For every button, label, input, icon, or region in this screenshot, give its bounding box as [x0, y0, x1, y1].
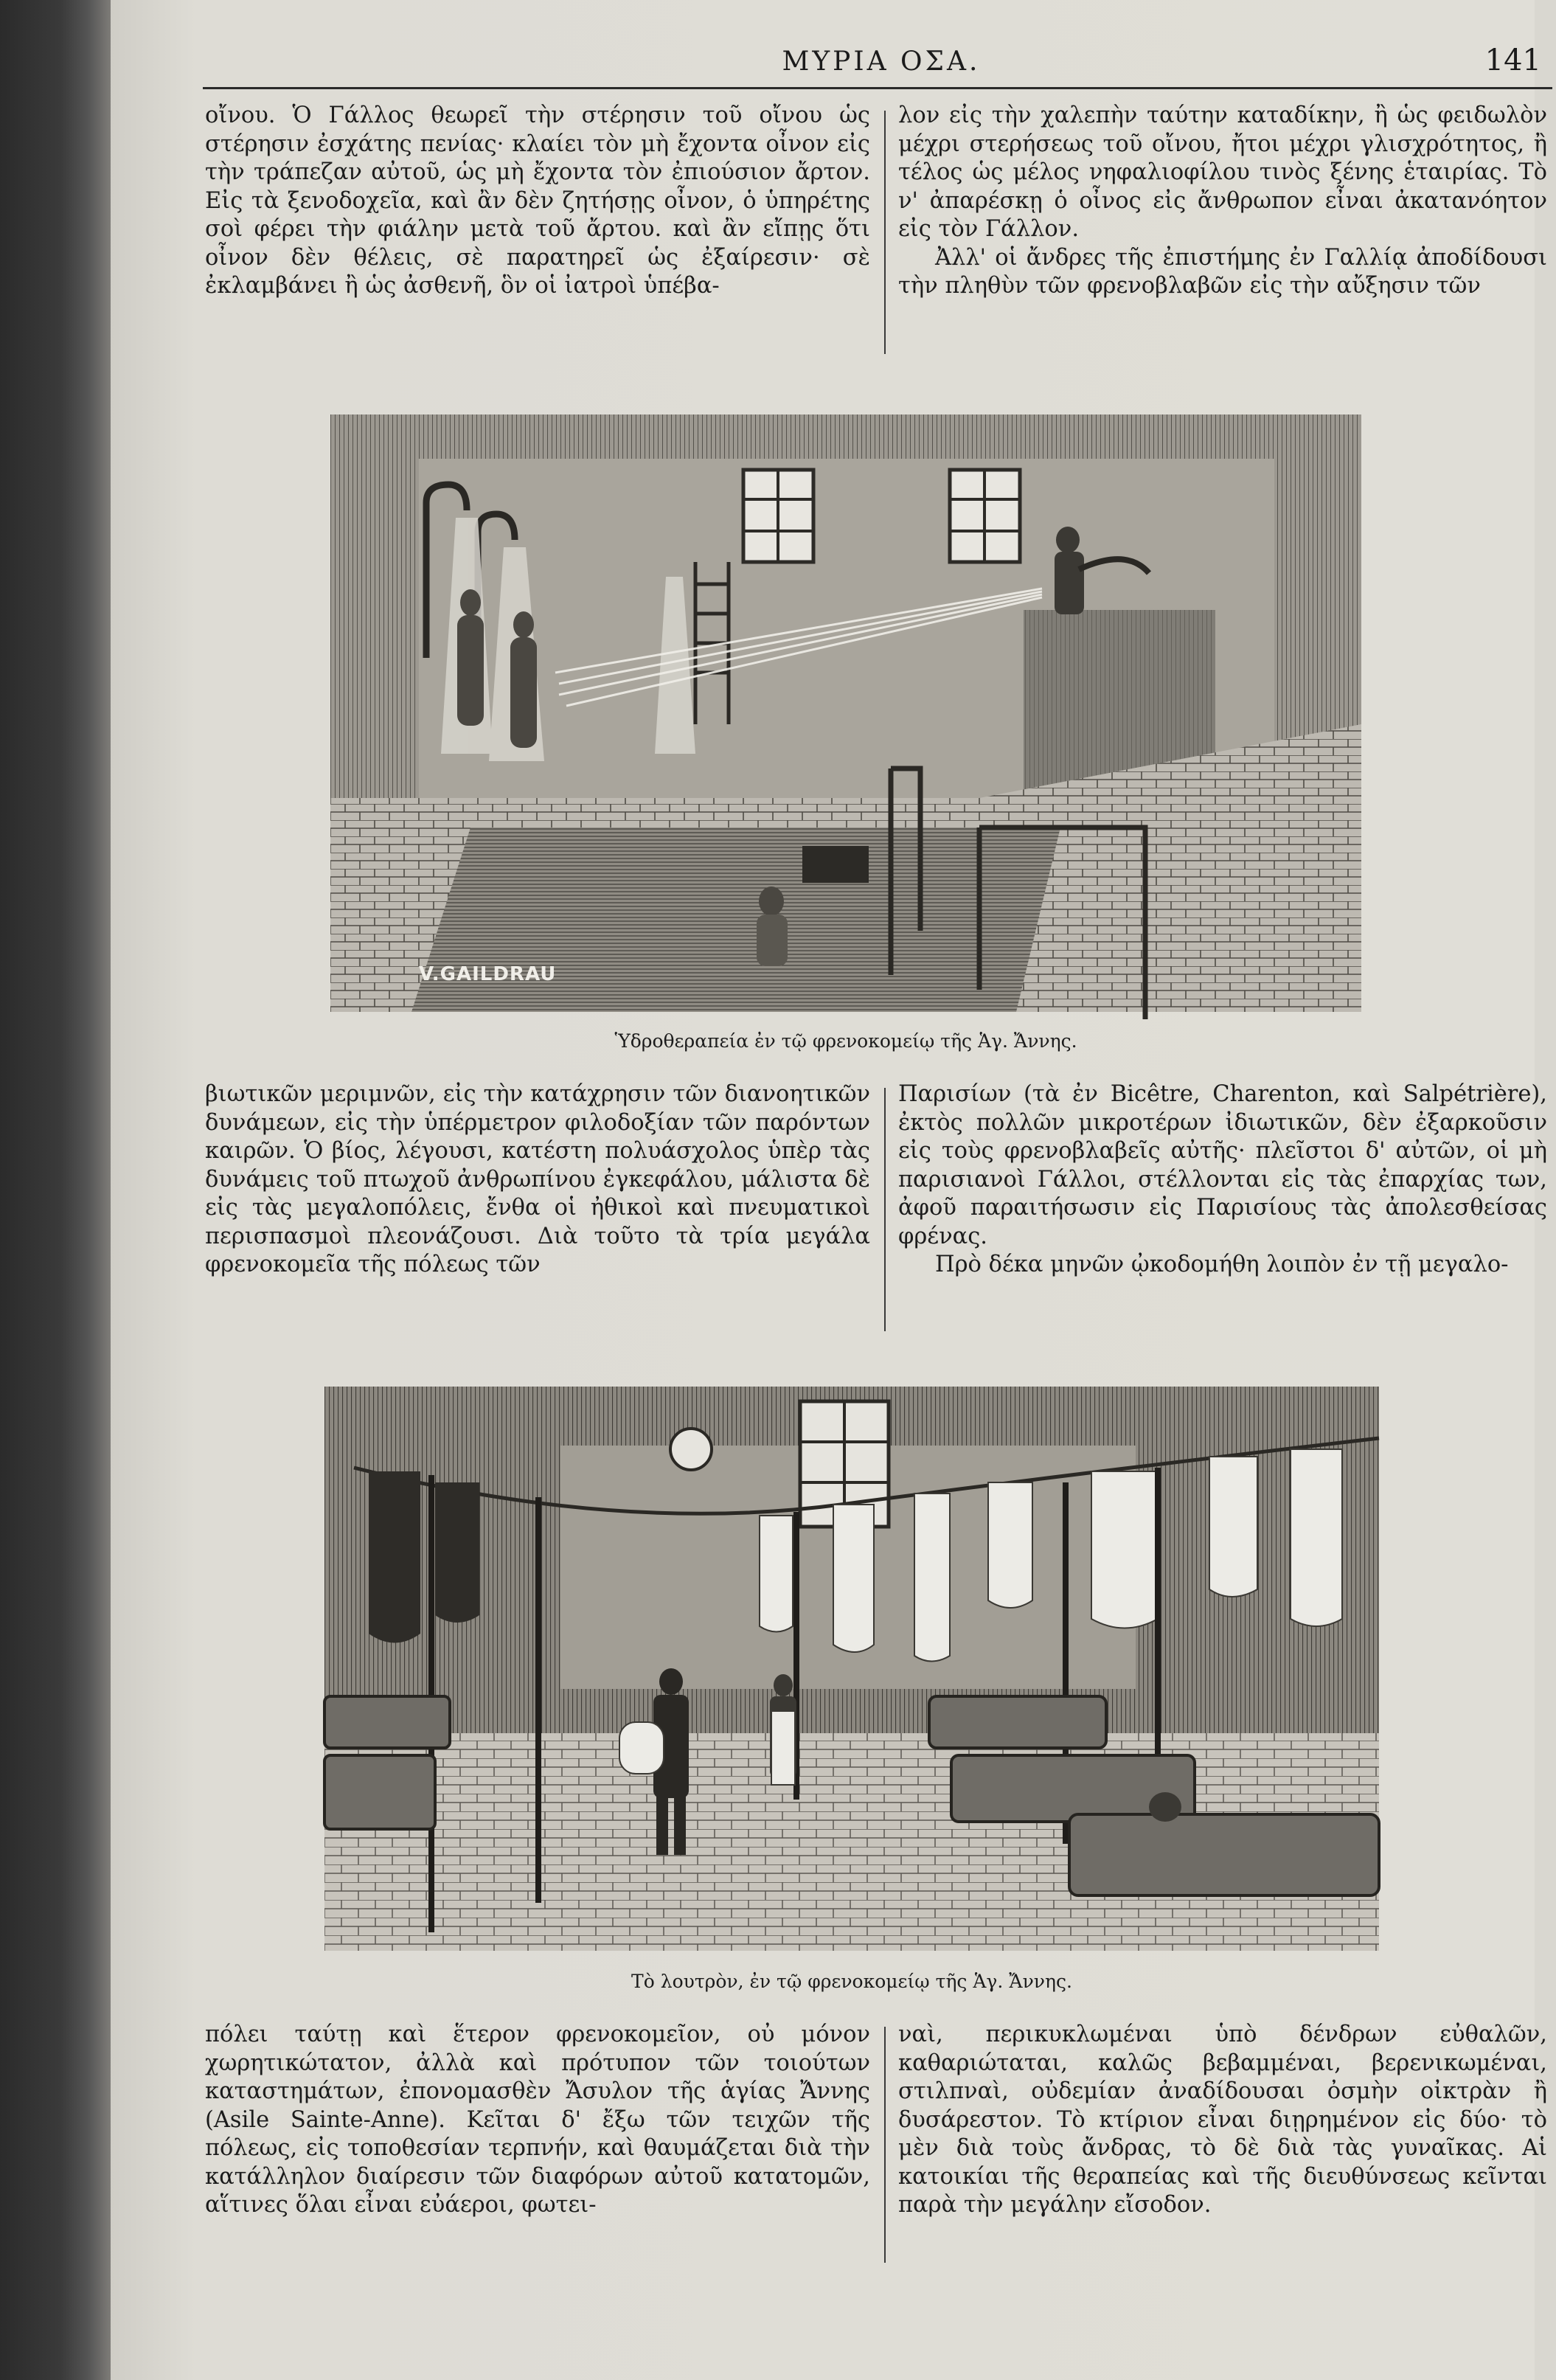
- page-number: 141: [1484, 44, 1541, 77]
- paragraph: Ἀλλ' οἱ ἄνδρες τῆς ἐπιστήμης ἐν Γαλλίᾳ ἀποδίδουσι τὴν πληθὺν τῶν φρενοβλαβῶν εἰς τὴν αὔξησιν τῶν: [898, 244, 1547, 299]
- bath-engraving: [324, 1387, 1379, 1951]
- column-separator: [884, 111, 886, 354]
- header-rule: [203, 87, 1552, 89]
- column-right-top: [898, 102, 1547, 301]
- column-separator: [884, 1088, 886, 1331]
- book-spine: [0, 0, 111, 2380]
- column-right-middle: [898, 1080, 1547, 1280]
- paragraph: ναὶ, περικυκλωμέναι ὑπὸ δένδρων εὐθαλῶν, καθαριώταται, καλῶς βεβαμμέναι, βερενικωμέναι, στιλπναὶ, οὐδεμίαν ἀναδίδουσαι ὀσμὴν οἰκτρὰν ἢ δυσάρεστον. Τὸ κτίριον εἶναι διῃρημένον εἰς δύο· τὸ μὲν διὰ τοὺς ἄνδρας, τὸ δὲ διὰ τὰς γυναῖκας. Αἱ κατοικίαι τῆς θεραπείας καὶ τῆς διευθύνσεως κεῖνται παρὰ τὴν μεγάλην εἴσοδον.: [898, 2022, 1547, 2218]
- paragraph: Παρισίων (τὰ ἐν Bicêtre, Charenton, καὶ Salpétrière), ἐκτὸς πολλῶν μικροτέρων ἰδιωτικῶν, δὲν ἐξαρκοῦσιν εἰς τοὺς φρενοβλαβεῖς αὐτῆς· πλεῖστοι δ' αὐτῶν, οἱ μὴ παρισιανοὶ Γάλλοι, στέλλονται εἰς τὰς ἐπαρχίας των, ἀφοῦ παραιτήσωσιν εἰς Παρισίους τὰς ἀπολεσθείσας φρένας.: [898, 1081, 1547, 1249]
- page: [111, 0, 1547, 2380]
- column-separator: [884, 2027, 886, 2263]
- figure-caption-hydrotherapy: Ὑδροθεραπεία ἐν τῷ φρενοκομείῳ τῆς Ἁγ. Ἄννης.: [614, 1030, 1077, 1052]
- paragraph: βιωτικῶν μεριμνῶν, εἰς τὴν κατάχρησιν τῶν διανοητικῶν δυνάμεων, εἰς τὴν ὑπέρμετρον φιλοδοξίαν τῶν παρόντων καιρῶν. Ὁ βίος, λέγουσι, κατέστη πολυάσχολος ὑπὲρ τὰς δυνάμεις τοῦ πτωχοῦ ἀνθρωπίνου ἐγκεφάλου, μάλιστα δὲ εἰς τὰς μεγαλοπόλεις, ἔνθα οἱ ἠθικοὶ καὶ πνευματικοὶ περισπασμοὶ πλεονάζουσι. Διὰ τοῦτο τὰ τρία μεγάλα φρενοκομεῖα τῆς πόλεως τῶν: [205, 1081, 870, 1277]
- figure-caption-bath: Τὸ λουτρὸν, ἐν τῷ φρενοκομείῳ τῆς Ἁγ. Ἄννης.: [631, 1971, 1072, 1992]
- column-left-top: [205, 102, 870, 301]
- column-right-bottom: [898, 2021, 1547, 2220]
- column-left-middle: [205, 1080, 870, 1280]
- hydrotherapy-engraving: [330, 414, 1361, 1012]
- bath-illustration: [324, 1387, 1379, 1951]
- paragraph: λον εἰς τὴν χαλεπὴν ταύτην καταδίκην, ἢ ὡς φειδωλὸν μέχρι στερήσεως τοῦ οἴνου, ἤτοι μέχρι γλισχρότητος, ἢ τέλος ὡς μέλος νηφαλιοφίλου τινὸς ξένης ἑταιρίας. Τὸ ν' ἀπαρέσκῃ ὁ οἶνος εἰς ἄνθρωπον εἶναι ἀκατανόητον εἰς τὸν Γάλλον.: [898, 103, 1547, 242]
- hydrotherapy-illustration: [330, 414, 1361, 1012]
- paragraph: οἴνου. Ὁ Γάλλος θεωρεῖ τὴν στέρησιν τοῦ οἴνου ὡς στέρησιν ἐσχάτης πενίας· κλαίει τὸν μὴ ἔχοντα οἶνον εἰς τὴν τράπεζαν αὐτοῦ, ὡς μὴ ἔχοντα τὸν ἐπιούσιον ἄρτον. Εἰς τὰ ξενοδοχεῖα, καὶ ἂν δὲν ζητήσῃς οἶνον, ὁ ὑπηρέτης σοὶ φέρει τὴν φιάλην μετὰ τοῦ ἄρτου. καὶ ἂν εἴπῃς ὅτι οἶνον δὲν θέλεις, σὲ παρατηρεῖ ὡς ἐξαίρεσιν· σὲ ἐκλαμβάνει ἢ ὡς ἀσθενῆ, ὃν οἱ ἰατροὶ ὑπέβα-: [205, 103, 870, 299]
- paragraph: Πρὸ δέκα μηνῶν ᾠκοδομήθη λοιπὸν ἐν τῇ μεγαλο-: [935, 1252, 1509, 1277]
- paragraph: πόλει ταύτῃ καὶ ἕτερον φρενοκομεῖον, οὐ μόνον χωρητικώτατον, ἀλλὰ καὶ πρότυπον τῶν τοιούτων καταστημάτων, ἐπονομασθὲν Ἄσυλον τῆς ἁγίας Ἄννης (Asile Sainte-Anne). Κεῖται δ' ἔξω τῶν τειχῶν τῆς πόλεως, εἰς τοποθεσίαν τερπνήν, καὶ θαυμάζεται διὰ τὴν κατάλληλον διαίρεσιν τῶν διαφόρων αὐτοῦ κατατομῶν, αἵτινες ὅλαι εἶναι εὐάεροι, φωτει-: [205, 2022, 870, 2218]
- engraver-signature: V.GAILDRAU: [419, 963, 557, 985]
- column-left-bottom: [205, 2021, 870, 2220]
- page-header: [206, 41, 1556, 92]
- running-title: ΜΥΡΙΑ ΟΣΑ.: [782, 46, 981, 77]
